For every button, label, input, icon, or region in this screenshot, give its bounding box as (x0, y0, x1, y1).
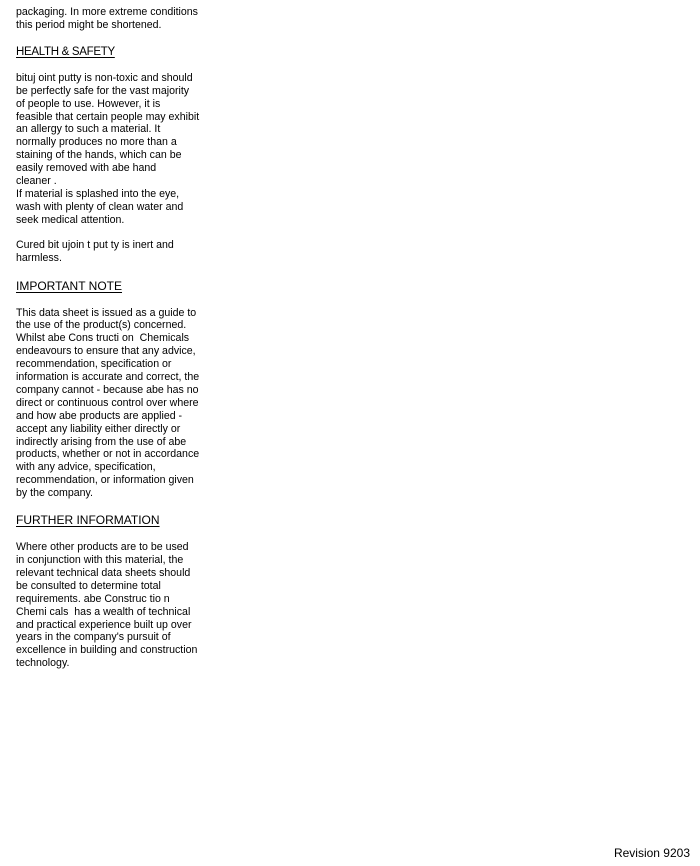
health-safety-paragraph-2 (16, 239, 216, 265)
text-line: bituj oint putty is non-toxic and should (16, 71, 193, 84)
text-line: indirectly arising from the use of abe (16, 435, 187, 448)
text-line: in conjunction with this material, the (16, 554, 184, 566)
text-line: seek medical attention. (16, 213, 125, 226)
text-line: be consulted to determine total (16, 579, 161, 592)
text-line: endeavours to ensure that any advice, (16, 345, 196, 358)
text-line: If material is splashed into the eye, (16, 187, 180, 200)
text-line: staining of the hands, which can be (16, 149, 182, 162)
text-line: Where other products are to be used (16, 541, 189, 554)
text-line: this period might be shortened. (16, 18, 162, 31)
text-line: with any advice, specification, (16, 461, 156, 474)
text-line: requirements. abe Construc tio n (16, 592, 170, 605)
text-line: direct or continuous control over where (16, 396, 199, 409)
text-line: This data sheet is issued as a guide to (16, 306, 197, 319)
text-line: by the company. (16, 487, 93, 500)
text-line: company cannot - because abe has no (16, 383, 199, 396)
text-line: cleaner . (16, 175, 57, 188)
text-line: products, whether or not in accordance (16, 448, 200, 461)
text-line: years in the company's pursuit of (16, 631, 171, 644)
text-line: feasible that certain people may exhibit (16, 110, 200, 123)
text-line: technology. (16, 657, 70, 670)
text-line: Chemi cals has a wealth of technical (16, 605, 191, 618)
text-line: relevant technical data sheets should (16, 566, 191, 579)
text-line: information is accurate and correct, the (16, 371, 200, 384)
section-heading-important-note: IMPORTANT NOTE (16, 278, 123, 293)
document-column (16, 6, 216, 670)
text-line: an allergy to such a material. It (16, 123, 161, 136)
text-line: easily removed with abe hand (16, 162, 157, 175)
text-line: be perfectly safe for the vast majority (16, 84, 190, 97)
important-note-paragraph (16, 307, 216, 501)
health-safety-paragraph-1 (16, 72, 216, 227)
text-line: Whilst abe Cons tructi on Chemicals (16, 332, 190, 345)
revision-label: Revision 9203 (613, 846, 690, 860)
text-line: Cured bit ujoin t put ty is inert and (16, 238, 174, 251)
text-line: harmless. (16, 251, 62, 264)
text-line: recommendation, specification or (16, 358, 172, 371)
section-heading-health-safety: HEALTH & SAFETY (16, 45, 115, 58)
intro-paragraph (16, 6, 216, 32)
section-heading-further-information: FURTHER INFORMATION (16, 513, 160, 528)
text-line: and practical experience built up over (16, 618, 192, 631)
text-line: normally produces no more than a (16, 136, 177, 149)
text-line: and how abe products are applied - (16, 409, 183, 422)
further-information-paragraph (16, 541, 216, 670)
text-line: recommendation, or information given (16, 474, 194, 487)
text-line: accept any liability either directly or (16, 422, 181, 435)
text-line: wash with plenty of clean water and (16, 200, 184, 213)
text-line: the use of the product(s) concerned. (16, 319, 187, 332)
text-line: of people to use. However, it is (16, 97, 161, 110)
text-line: excellence in building and construction (16, 644, 198, 657)
text-line: packaging. In more extreme conditions (16, 6, 198, 18)
